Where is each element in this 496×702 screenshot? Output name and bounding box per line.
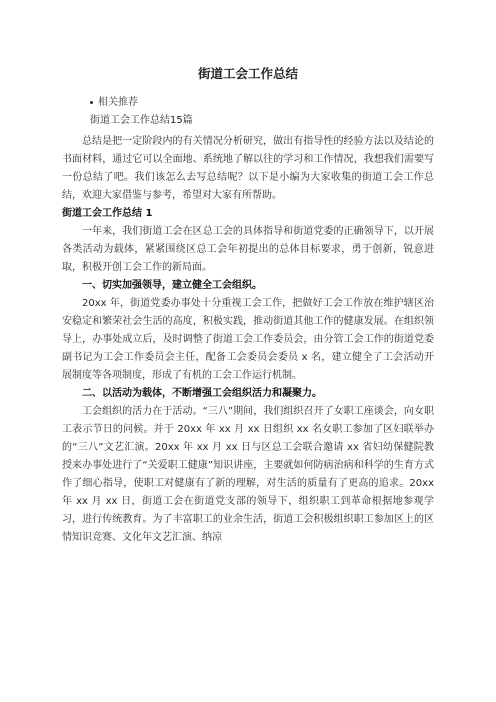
document-body <box>62 133 434 547</box>
body-paragraph: 一年来，我们街道工会在区总工会的具体指导和街道党委的正确领导下，以开展各类活动为载体，紧紧围绕区总工会年初提出的总体目标要求，勇于创新，锐意进取，积极开创工会工作的新局面。 <box>62 226 434 273</box>
document-title: 街道工会工作总结 <box>197 66 298 81</box>
subsection-heading: 一、切实加强领导，建立健全工会组织。 <box>82 280 262 291</box>
section-heading: 街道工会工作总结 1 <box>62 208 153 219</box>
body-paragraph: 20xx 年，街道党委办事处十分重视工会工作，把做好工会工作放在维护辖区治安稳定和繁荣社会生活的高度，积极实践，推动街道其他工作的健康发展。在组织领导上，办事处成立后，及时调整了街道工会工作委员会，由分管工会工作的街道党委副书记为工会工作委员会主任，配备工会委员会委员 x 名，建立健全了工会活动开展制度等各项制度，形成了有机的工会工作运行机制。 <box>62 298 434 381</box>
bullet-icon <box>90 101 93 104</box>
body-paragraph: 工会组织的活力在于活动。“三八”期间，我们组织召开了女职工座谈会，向女职工表示节日的问候。并于 20xx 年 xx 月 xx 日组织 xx 名女职工参加了区妇联举办的“三八”文艺汇演。20xx 年 xx 月 xx 日与区总工会联合邀请 xx 省妇幼保健院教授来办事处进行了“关爱职工健康”知识讲座，主要就如何防病治病和科学的生育方式作了细心指导，使职工对健康有了新的理解，对生活的质量有了更高的追求。20xx 年 xx 月 xx 日，街道工会在街道党支部的领导下，组织职工到革命根据地参观学习，进行传统教育。为了丰富职工的业余生活，街道工会积极组织职工参加区上的区情知识竞赛、文化年文艺汇演、纳凉 <box>62 406 434 543</box>
subsection-heading: 二、以活动为载体，不断增强工会组织活力和凝聚力。 <box>82 388 322 399</box>
related-label: 相关推荐 <box>98 97 138 108</box>
intro-paragraph: 总结是把一定阶段内的有关情况分析研究，做出有指导性的经验方法以及结论的书面材料，通过它可以全面地、系统地了解以往的学习和工作情况，我想我们需要写一份总结了吧。我们该怎么去写总结呢？以下是小编为大家收集的街道工会工作总结，欢迎大家借鉴与参考，希望对大家有所帮助。 <box>62 136 434 201</box>
related-link[interactable]: 街道工会工作总结15篇 <box>90 115 193 126</box>
related-recommendations <box>88 96 138 110</box>
